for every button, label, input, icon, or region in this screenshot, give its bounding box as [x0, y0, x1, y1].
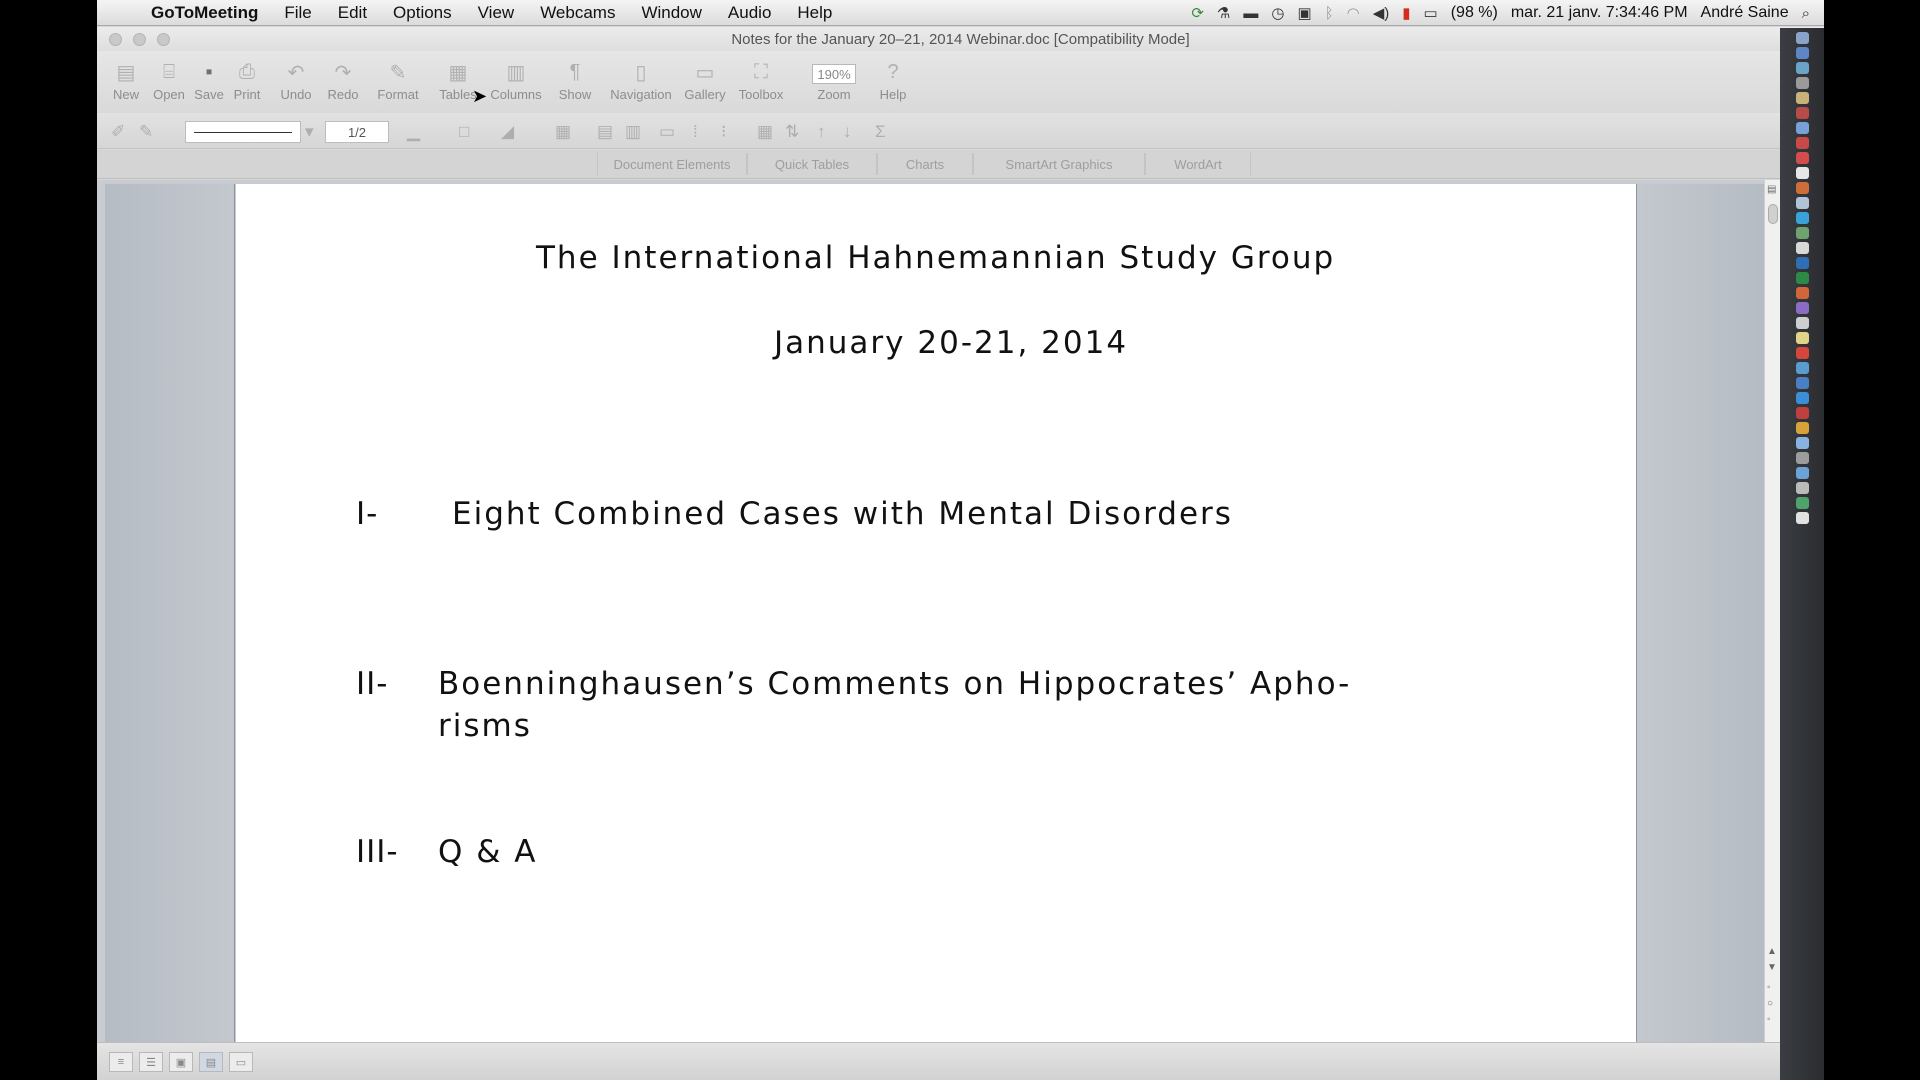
menu-app-name[interactable]: GoToMeeting [151, 2, 259, 22]
dropbox-icon[interactable] [1796, 377, 1809, 389]
tab-wordart[interactable]: WordArt [1145, 153, 1251, 175]
menu-window[interactable]: Window [641, 2, 702, 22]
wifi-icon[interactable]: ◠ [1346, 5, 1360, 22]
publishing-view-icon[interactable]: ▭ [229, 1052, 253, 1072]
textedit-icon[interactable] [1796, 167, 1809, 179]
doc-date: January 20-21, 2014 [774, 325, 1129, 361]
save-label: Save [194, 87, 224, 102]
clock[interactable]: mar. 21 janv. 7:34:46 PM [1510, 4, 1688, 21]
skype-2-icon[interactable] [1796, 392, 1809, 404]
columns-button[interactable] [485, 57, 547, 102]
calendar-icon[interactable] [1796, 107, 1809, 119]
show-button[interactable] [555, 57, 595, 102]
right-margin-area [1636, 184, 1764, 1042]
pilcrow-icon: ¶ [569, 60, 581, 83]
save-button[interactable] [191, 57, 227, 102]
address-book-icon[interactable] [1796, 242, 1809, 254]
flash-icon[interactable] [1796, 152, 1809, 164]
line-weight-select[interactable]: 1/2 [325, 121, 389, 143]
toolbox-icon: ⛶ [754, 60, 768, 83]
print-icon: ⎙ [239, 60, 255, 83]
draft-view-icon[interactable]: ≡ [109, 1052, 133, 1072]
navigation-button[interactable] [605, 57, 677, 102]
text-direction-icon[interactable]: ⇅ [785, 122, 800, 141]
autoformat-icon[interactable]: ▦ [757, 122, 774, 141]
bluetooth-icon[interactable]: ᛒ [1324, 4, 1334, 22]
menu-webcams[interactable]: Webcams [540, 2, 616, 22]
distribute-rows-icon[interactable]: ⁞ [693, 122, 698, 141]
help-label: Help [879, 87, 907, 102]
new-button[interactable] [109, 57, 143, 102]
item-2-text-continued: risms [438, 708, 532, 744]
pdf-icon[interactable] [1796, 137, 1809, 149]
item-2-text: Boenninghausen’s Comments on Hippocrates’ Apho- [438, 666, 1352, 702]
itunes-icon[interactable] [1796, 302, 1809, 314]
gotomeeting-icon[interactable] [1796, 422, 1809, 434]
sort-descending-icon[interactable]: ↓ [843, 122, 852, 141]
zoom-select[interactable]: 190% [812, 64, 856, 84]
undo-label: Undo [280, 87, 312, 102]
downloads-icon[interactable] [1796, 437, 1809, 449]
canada-flag-icon[interactable]: ▮ [1402, 5, 1411, 22]
volume-icon[interactable]: ◀) [1372, 5, 1390, 22]
line-style-select[interactable] [185, 121, 301, 143]
draw-table-icon[interactable]: ✐ [111, 122, 126, 141]
window-titlebar [97, 27, 1824, 51]
standard-toolbar [97, 51, 1780, 113]
new-document-icon: ▤ [116, 61, 136, 84]
word-icon[interactable] [1796, 257, 1809, 269]
utilities-icon[interactable] [1796, 452, 1809, 464]
stickies-icon[interactable] [1796, 332, 1809, 344]
format-brush-icon: ✎ [389, 61, 407, 84]
preview-icon[interactable] [1796, 197, 1809, 209]
excel-icon[interactable] [1796, 272, 1809, 284]
item-1-text: Eight Combined Cases with Mental Disorders [452, 496, 1233, 532]
notebook-view-icon[interactable]: ▣ [169, 1052, 193, 1072]
spotlight-search-icon[interactable]: ⌕ [1801, 4, 1810, 22]
sync-icon[interactable]: ⟳ [1191, 5, 1204, 22]
ribbon-tabs [97, 150, 1780, 179]
zoom-box-wrap [803, 57, 865, 87]
mail-icon[interactable] [1796, 122, 1809, 134]
next-page-icon[interactable]: ◦ [1767, 1014, 1771, 1025]
user-name[interactable]: André Saine [1700, 4, 1789, 21]
undo-icon: ↶ [287, 61, 305, 84]
format-button[interactable] [371, 57, 425, 102]
toolbox-button[interactable] [733, 57, 789, 102]
zoom-label: Zoom [817, 87, 851, 102]
gallery-button[interactable] [681, 57, 729, 102]
toolbox-label: Toolbox [738, 87, 784, 102]
window-title: Notes for the January 20–21, 2014 Webinar.doc [Compatibility Mode] [731, 31, 1190, 48]
screen [97, 0, 1824, 1080]
print-label: Print [233, 87, 261, 102]
document-workspace [97, 180, 1780, 1042]
notes-icon[interactable] [1796, 92, 1809, 104]
finder-icon[interactable] [1796, 32, 1809, 44]
keyboard-icon[interactable]: ▬ [1243, 4, 1259, 22]
shading-icon[interactable]: ◢ [501, 122, 515, 141]
status-area [1191, 0, 1824, 26]
previous-page-icon[interactable]: ◦ [1767, 982, 1771, 993]
gallery-icon: ▭ [695, 61, 715, 84]
tables-label: Tables [439, 87, 477, 102]
redo-button[interactable] [323, 57, 363, 102]
tab-smartart-graphics[interactable]: SmartArt Graphics [973, 153, 1145, 175]
columns-label: Columns [490, 87, 542, 102]
undo-button[interactable] [275, 57, 317, 102]
applications-icon[interactable] [1796, 482, 1809, 494]
menu-view[interactable]: View [477, 2, 515, 22]
help-button[interactable] [873, 57, 913, 102]
show-label: Show [558, 87, 592, 102]
align-icon[interactable]: ▭ [659, 122, 676, 141]
pen-color-icon[interactable]: ▁ [407, 122, 421, 141]
help-icon: ? [887, 60, 899, 83]
calculator-icon[interactable] [1796, 317, 1809, 329]
display-icon[interactable]: ▣ [1297, 5, 1312, 22]
time-machine-icon[interactable]: ◷ [1271, 5, 1285, 22]
redo-icon: ↷ [334, 61, 352, 84]
navigation-label: Navigation [610, 87, 672, 102]
safari-icon[interactable] [1796, 62, 1809, 74]
format-label: Format [377, 87, 419, 102]
trash-icon[interactable] [1796, 512, 1809, 524]
open-label: Open [153, 87, 185, 102]
item-3-number: III- [356, 834, 399, 870]
system-preferences-icon[interactable] [1796, 77, 1809, 89]
tab-document-elements[interactable]: Document Elements [597, 153, 747, 175]
merge-cells-icon[interactable]: ▤ [597, 122, 614, 141]
wikipedia-icon[interactable] [1796, 407, 1809, 419]
documents-icon[interactable] [1796, 467, 1809, 479]
browse-object-icon[interactable]: ○ [1767, 998, 1774, 1009]
open-button[interactable] [149, 57, 189, 102]
open-folder-icon: ⌸ [163, 60, 175, 83]
photo-booth-icon[interactable] [1796, 347, 1809, 359]
facetime-icon[interactable] [1796, 227, 1809, 239]
item-2-number: II- [356, 666, 389, 702]
tables-icon: ▦ [448, 61, 468, 84]
scroll-thumb[interactable] [1768, 204, 1778, 224]
powerpoint-icon[interactable] [1796, 287, 1809, 299]
distribute-columns-icon[interactable]: ⁝ [721, 122, 727, 141]
document-page[interactable] [236, 184, 1636, 1042]
menu-audio[interactable]: Audio [727, 2, 772, 22]
vertical-scrollbar[interactable] [1764, 180, 1780, 1042]
scroll-up-icon[interactable]: ▲ [1767, 946, 1777, 957]
save-icon: ▪ [205, 60, 213, 83]
columns-icon: ▥ [506, 61, 526, 84]
menu-file[interactable]: File [284, 2, 312, 22]
gallery-label: Gallery [684, 87, 726, 102]
app-store-icon[interactable] [1796, 47, 1809, 59]
menubar [97, 0, 1824, 26]
autosum-icon[interactable]: Σ [875, 122, 886, 141]
tab-quick-tables[interactable]: Quick Tables [747, 153, 877, 175]
left-margin-area [105, 184, 235, 1042]
doc-title: The International Hahnemannian Study Group [536, 240, 1336, 276]
scroll-split-icon[interactable]: ▤ [1767, 184, 1777, 195]
zoom-control[interactable] [803, 57, 865, 102]
dock [1780, 28, 1824, 1080]
battery-icon[interactable]: ▭ [1423, 5, 1438, 22]
evernote-icon[interactable] [1796, 497, 1809, 509]
menu-help[interactable]: Help [797, 2, 833, 22]
new-label: New [112, 87, 139, 102]
bottle-icon[interactable]: ⚗ [1216, 5, 1231, 22]
sort-ascending-icon[interactable]: ↑ [817, 122, 826, 141]
scroll-down-icon[interactable]: ▼ [1767, 962, 1777, 973]
navigation-pane-icon: ▯ [635, 61, 647, 84]
print-layout-view-icon[interactable]: ▤ [199, 1052, 223, 1072]
item-3-text: Q & A [438, 834, 538, 870]
mouse-pointer-icon: ➤ [472, 86, 488, 106]
outline-view-icon[interactable]: ☰ [139, 1052, 163, 1072]
insert-table-icon[interactable]: ▦ [555, 122, 572, 141]
eraser-icon[interactable]: ✎ [139, 122, 154, 141]
item-1-number: I- [356, 496, 379, 532]
menu-edit[interactable]: Edit [337, 2, 368, 22]
skype-icon[interactable] [1796, 212, 1809, 224]
battery-percent: (98 %) [1450, 4, 1498, 21]
firefox-icon[interactable] [1796, 182, 1809, 194]
redo-label: Redo [327, 87, 359, 102]
tab-charts[interactable]: Charts [877, 153, 973, 175]
messages-icon[interactable] [1796, 362, 1809, 374]
formatting-toolbar [97, 113, 1780, 149]
print-button[interactable] [229, 57, 265, 102]
status-bar [97, 1042, 1780, 1080]
borders-icon[interactable]: □ [459, 122, 470, 141]
split-cells-icon[interactable]: ▥ [625, 122, 642, 141]
line-style-dropdown-icon[interactable]: ▾ [305, 122, 314, 141]
menu-options[interactable]: Options [393, 2, 452, 22]
